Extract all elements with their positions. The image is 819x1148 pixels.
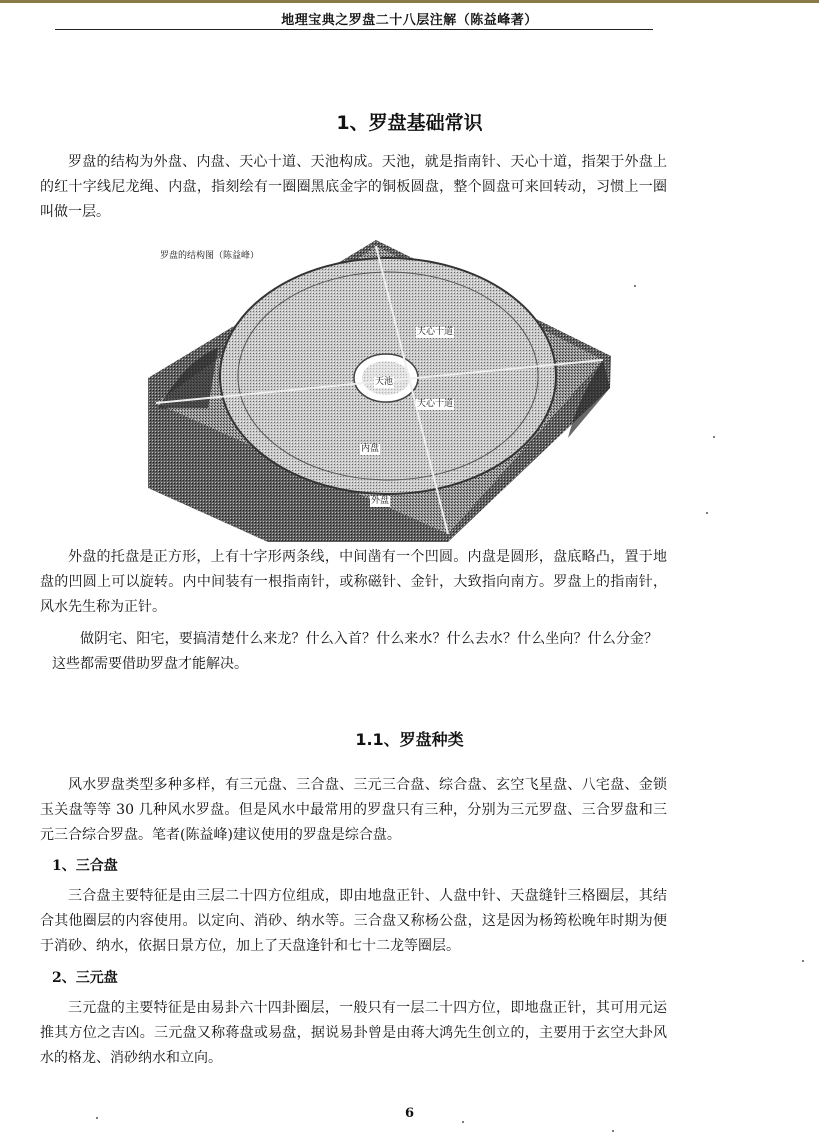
scan-speck	[713, 436, 715, 438]
header-rule	[55, 29, 653, 30]
section-title-1-1: 1.1、罗盘种类	[355, 730, 464, 749]
section-title-1: 1、罗盘基础常识	[336, 112, 483, 134]
paragraph-questions: 做阴宅、阳宅，要搞清楚什么来龙？什么入首？什么来水？什么去水？什么坐向？什么分金？这些都需要借助罗盘才能解决。	[52, 631, 658, 672]
top-border	[0, 0, 819, 3]
subheading-sanyuan: 2、三元盘	[52, 970, 118, 986]
paragraph-sanyuan: 三元盘的主要特征是由易卦六十四卦圈层，一般只有一层二十四方位，即地盘正针，其可用元运推其方位之吉凶。三元盘又称蒋盘或易盘，据说易卦曾是由蒋大鸿先生创立的，主要用于玄空大卦风水的格龙、消砂纳水和立向。	[40, 1000, 667, 1066]
label-tianxin-top: 天心十道	[417, 327, 454, 337]
scan-speck	[706, 512, 708, 514]
label-neipan: 内盘	[361, 444, 380, 454]
paragraph-compass-types: 风水罗盘类型多种多样，有三元盘、三合盘、三元三合盘、综合盘、玄空飞星盘、八宅盘、金锁玉关盘等等 30 几种风水罗盘。但是风水中最常用的罗盘只有三种，分别为三元罗盘、三合罗盘和三元三合综合罗盘。笔者(陈益峰)建议使用的罗盘是综合盘。	[40, 777, 667, 843]
subheading-sanhe: 1、三合盘	[52, 858, 118, 874]
figure-caption: 罗盘的结构图（陈益峰）	[160, 251, 260, 261]
paragraph-structure: 罗盘的结构为外盘、内盘、天心十道、天池构成。天池，就是指南针、天心十道，指架于外盘上的红十字线尼龙绳、内盘，指刻绘有一圈圈黑底金字的铜板圆盘，整个圆盘可来回转动，习惯上一圈叫做一层。	[40, 154, 667, 220]
scan-speck	[634, 285, 636, 287]
label-tianchi: 天池	[375, 377, 394, 387]
page-number: 6	[404, 1106, 415, 1121]
paragraph-outer-plate: 外盘的托盘是正方形，上有十字形两条线，中间凿有一个凹圆。内盘是圆形，盘底略凸，置于地盘的凹圆上可以旋转。内中间装有一根指南针，或称磁针、金针，大致指向南方。罗盘上的指南针，风水先生称为正针。	[40, 549, 667, 615]
running-header: 地理宝典之罗盘二十八层注解（陈益峰著）	[281, 13, 538, 28]
label-waipan: 外盘	[371, 496, 390, 506]
scan-speck	[612, 1130, 614, 1132]
paragraph-sanhe: 三合盘主要特征是由三层二十四方位组成，即由地盘正针、人盘中针、天盘缝针三格圈层，其结合其他圈层的内容使用。以定向、消砂、纳水等。三合盘又称杨公盘，这是因为杨筠松晚年时期为便于消砂、纳水，依据日景方位，加上了天盘逢针和七十二龙等圈层。	[40, 888, 667, 954]
scan-speck	[96, 1117, 98, 1119]
compass-structure-figure	[148, 238, 613, 543]
scan-speck	[802, 960, 804, 962]
label-tianxin-bottom: 天心十道	[417, 399, 454, 409]
scan-speck	[462, 1121, 464, 1123]
